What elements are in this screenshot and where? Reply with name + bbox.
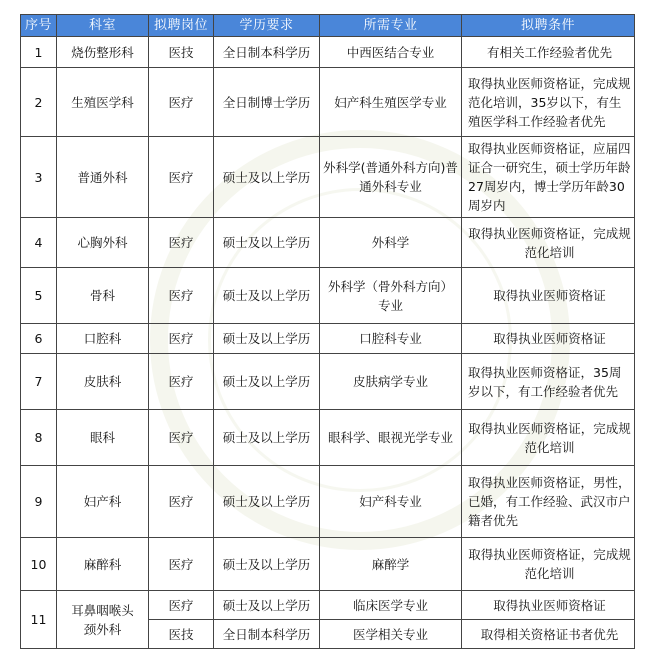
table-row	[21, 218, 635, 268]
cell-no: 8	[21, 410, 57, 466]
cell-major: 中西医结合专业	[320, 37, 462, 68]
recruitment-table	[20, 14, 635, 649]
table-row	[21, 591, 635, 620]
cell-no: 5	[21, 268, 57, 324]
cell-post: 医疗	[149, 466, 214, 538]
table-row	[21, 137, 635, 218]
cell-post: 医疗	[149, 68, 214, 137]
cell-cond: 取得执业医师资格证，35周岁以下，有工作经验者优先	[462, 354, 635, 410]
cell-dept: 麻醉科	[57, 538, 149, 591]
cell-post: 医技	[149, 620, 214, 649]
cell-major: 外科学(普通外科方向)普通外科专业	[320, 137, 462, 218]
table-row	[21, 37, 635, 68]
table-row	[21, 268, 635, 324]
cell-edu: 硕士及以上学历	[214, 137, 320, 218]
cell-edu: 全日制本科学历	[214, 620, 320, 649]
cell-cond: 取得执业医师资格证，完成规范化培训	[462, 538, 635, 591]
cell-post: 医疗	[149, 538, 214, 591]
cell-no: 7	[21, 354, 57, 410]
cell-no: 1	[21, 37, 57, 68]
cell-major: 妇产科生殖医学专业	[320, 68, 462, 137]
cell-edu: 硕士及以上学历	[214, 410, 320, 466]
cell-cond: 取得执业医师资格证，完成规范化培训	[462, 218, 635, 268]
cell-post: 医疗	[149, 268, 214, 324]
header-cell-dept: 科室	[57, 15, 149, 37]
cell-no: 11	[21, 591, 57, 649]
table-row	[21, 324, 635, 354]
cell-edu: 硕士及以上学历	[214, 354, 320, 410]
cell-dept: 烧伤整形科	[57, 37, 149, 68]
cell-dept: 生殖医学科	[57, 68, 149, 137]
cell-cond: 取得执业医师资格证	[462, 591, 635, 620]
header-cell-major: 所需专业	[320, 15, 462, 37]
cell-major: 外科学	[320, 218, 462, 268]
cell-cond: 取得执业医师资格证	[462, 268, 635, 324]
cell-dept: 口腔科	[57, 324, 149, 354]
table-row	[21, 538, 635, 591]
cell-post: 医疗	[149, 591, 214, 620]
cell-post: 医技	[149, 37, 214, 68]
cell-dept: 骨科	[57, 268, 149, 324]
cell-dept: 妇产科	[57, 466, 149, 538]
cell-post: 医疗	[149, 354, 214, 410]
cell-edu: 硕士及以上学历	[214, 324, 320, 354]
table-row	[21, 410, 635, 466]
cell-dept: 皮肤科	[57, 354, 149, 410]
cell-edu: 硕士及以上学历	[214, 591, 320, 620]
cell-post: 医疗	[149, 137, 214, 218]
cell-cond: 取得执业医师资格证，完成规范化培训	[462, 410, 635, 466]
cell-major: 妇产科专业	[320, 466, 462, 538]
header-cell-post: 拟聘岗位	[149, 15, 214, 37]
cell-cond: 取得执业医师资格证，男性，已婚，有工作经验、武汉市户籍者优先	[462, 466, 635, 538]
cell-post: 医疗	[149, 410, 214, 466]
table-row	[21, 68, 635, 137]
cell-edu: 全日制博士学历	[214, 68, 320, 137]
cell-cond: 取得相关资格证书者优先	[462, 620, 635, 649]
cell-major: 麻醉学	[320, 538, 462, 591]
header-cell-no: 序号	[21, 15, 57, 37]
cell-major: 皮肤病学专业	[320, 354, 462, 410]
cell-no: 10	[21, 538, 57, 591]
cell-dept: 耳鼻咽喉头颈外科	[57, 591, 149, 649]
cell-no: 4	[21, 218, 57, 268]
cell-cond: 取得执业医师资格证	[462, 324, 635, 354]
table-row	[21, 466, 635, 538]
cell-edu: 硕士及以上学历	[214, 538, 320, 591]
table-header-row	[21, 15, 635, 37]
cell-dept: 普通外科	[57, 137, 149, 218]
cell-major: 外科学（骨外科方向）专业	[320, 268, 462, 324]
cell-dept: 眼科	[57, 410, 149, 466]
cell-edu: 全日制本科学历	[214, 37, 320, 68]
cell-no: 6	[21, 324, 57, 354]
cell-cond: 取得执业医师资格证，完成规范化培训，35岁以下，有生殖医学科工作经验者优先	[462, 68, 635, 137]
cell-cond: 有相关工作经验者优先	[462, 37, 635, 68]
cell-cond: 取得执业医师资格证，应届四证合一研究生，硕士学历年龄27周岁内，博士学历年龄30周岁内	[462, 137, 635, 218]
header-cell-cond: 拟聘条件	[462, 15, 635, 37]
cell-no: 9	[21, 466, 57, 538]
cell-post: 医疗	[149, 218, 214, 268]
cell-edu: 硕士及以上学历	[214, 466, 320, 538]
cell-dept: 心胸外科	[57, 218, 149, 268]
cell-no: 3	[21, 137, 57, 218]
cell-major: 眼科学、眼视光学专业	[320, 410, 462, 466]
table-row	[21, 354, 635, 410]
cell-edu: 硕士及以上学历	[214, 218, 320, 268]
cell-major: 医学相关专业	[320, 620, 462, 649]
cell-edu: 硕士及以上学历	[214, 268, 320, 324]
cell-major: 临床医学专业	[320, 591, 462, 620]
header-cell-edu: 学历要求	[214, 15, 320, 37]
cell-major: 口腔科专业	[320, 324, 462, 354]
cell-no: 2	[21, 68, 57, 137]
cell-post: 医疗	[149, 324, 214, 354]
